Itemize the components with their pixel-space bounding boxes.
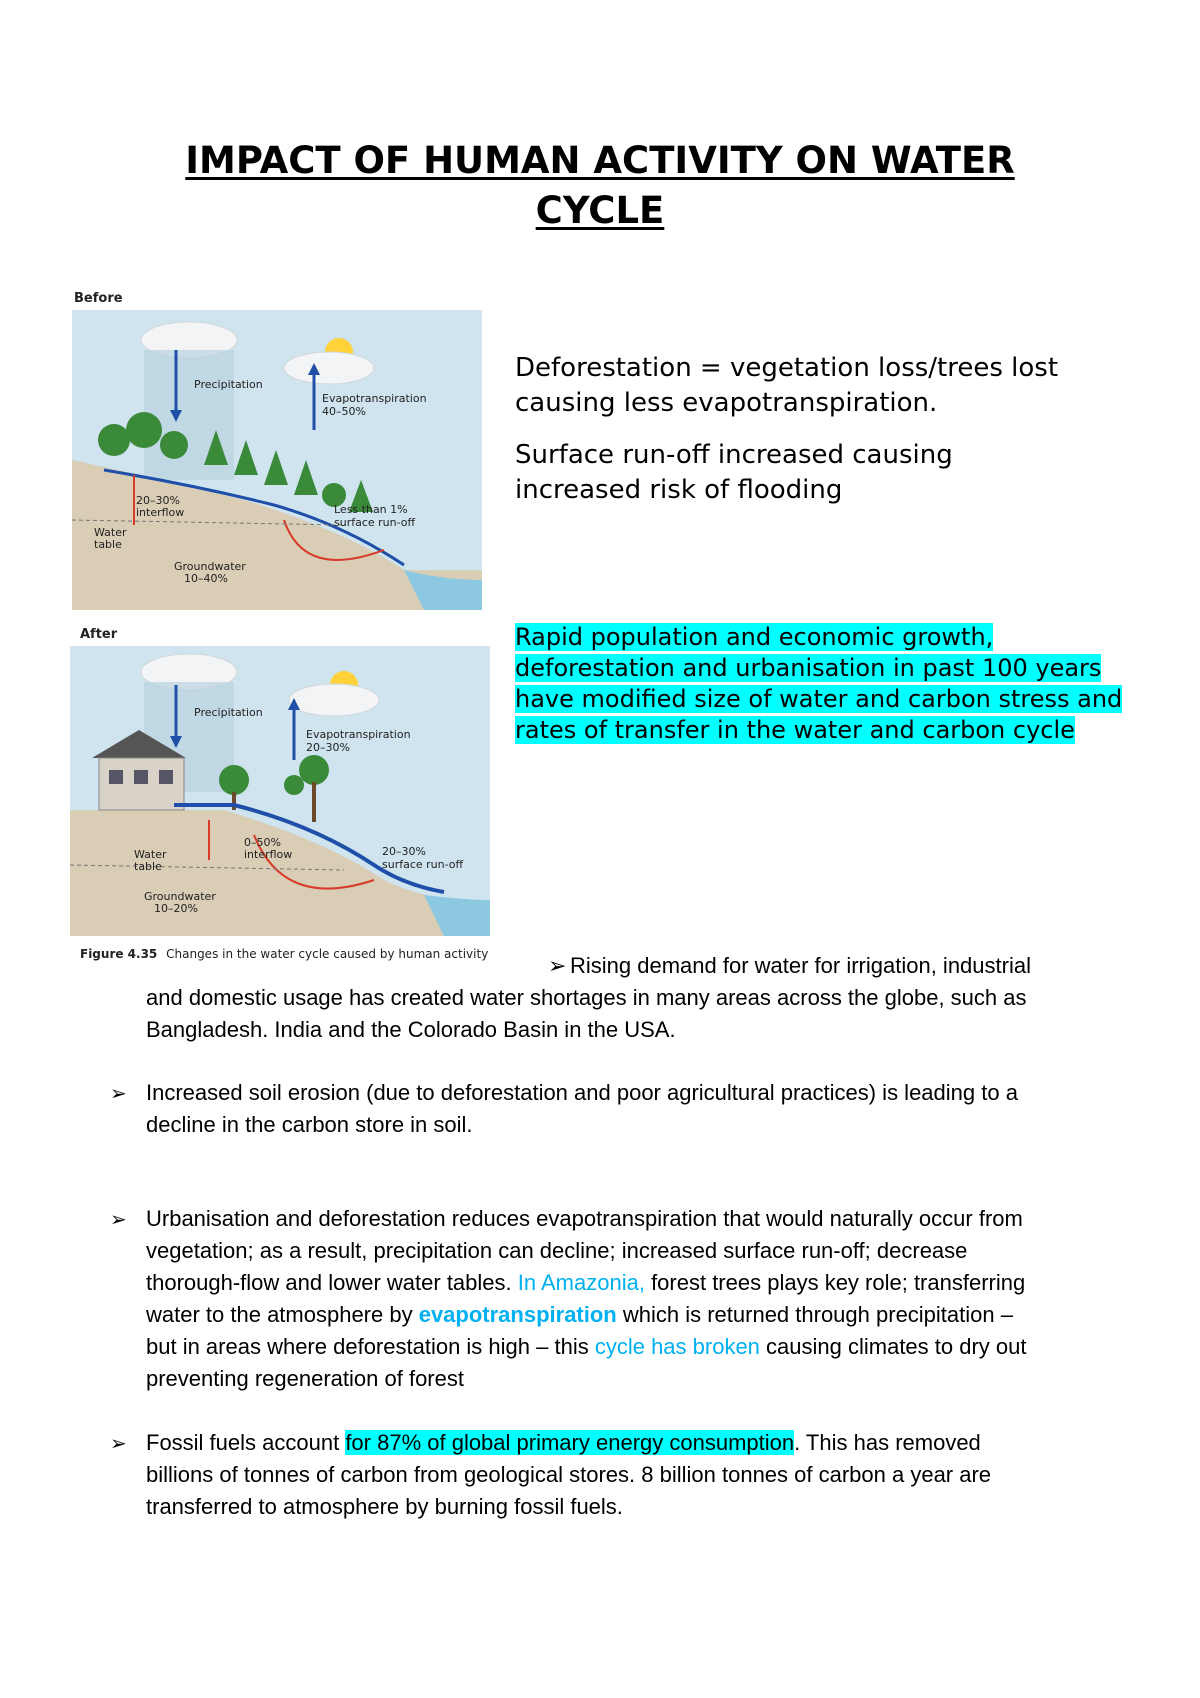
after-interflow-label: interflow bbox=[244, 848, 293, 861]
bullet3-line-4-text: water to the atmosphere by bbox=[146, 1302, 419, 1327]
after-evap-label: Evapotranspiration bbox=[306, 728, 411, 741]
before-evap-pct: 40–50% bbox=[322, 405, 366, 418]
highlighted-paragraph bbox=[515, 622, 1135, 746]
bullet4-line-1-text: Fossil fuels account bbox=[146, 1430, 346, 1455]
before-interflow-pct: 20–30% bbox=[136, 494, 180, 507]
before-groundwater-label: Groundwater bbox=[174, 560, 246, 573]
page-title bbox=[100, 136, 1100, 236]
figure-caption-text: Changes in the water cycle caused by human activity bbox=[166, 947, 489, 961]
bullet3-line-6: preventing regeneration of forest bbox=[146, 1366, 464, 1391]
runoff-line-2: increased risk of flooding bbox=[515, 475, 843, 505]
after-sun-cloud bbox=[289, 684, 379, 716]
bullet-arrow-icon: ➢ bbox=[110, 1081, 127, 1105]
before-water-label: Water bbox=[94, 526, 127, 539]
bullet3-line-4 bbox=[146, 1299, 1130, 1331]
bullet3-line-3-rest: forest trees plays key role; transferring bbox=[644, 1270, 1026, 1295]
figure-caption-number: Figure 4.35 bbox=[80, 947, 158, 961]
after-interflow-pct: 0–50% bbox=[244, 836, 281, 849]
bullet3-line-5-rest: causing climates to dry out bbox=[759, 1334, 1027, 1359]
highlight-line-1: Rapid population and economic growth, bbox=[515, 623, 994, 651]
after-runoff-pct: 20–30% bbox=[382, 845, 426, 858]
water-cycle-diagram bbox=[44, 280, 494, 980]
before-groundwater-pct: 10–40% bbox=[184, 572, 228, 585]
before-sun-cloud bbox=[284, 352, 374, 384]
bullet2-line-1: Increased soil erosion (due to deforestation and poor agricultural practices) is leading to a bbox=[146, 1080, 1018, 1105]
before-table-label: table bbox=[94, 538, 122, 551]
bullet-water-demand bbox=[130, 950, 1130, 1046]
bullet3-line-4-rest: which is returned through precipitation – bbox=[616, 1302, 1013, 1327]
highlight-line-4: rates of transfer in the water and carbon cycle bbox=[515, 716, 1075, 744]
bullet-fossil-fuels bbox=[110, 1427, 1130, 1523]
after-groundwater-label: Groundwater bbox=[144, 890, 216, 903]
deforestation-line-1: Deforestation = vegetation loss/trees lost bbox=[515, 353, 1059, 383]
bullet3-line-3 bbox=[146, 1267, 1130, 1299]
bullet4-line-3: transferred to atmosphere by burning fossil fuels. bbox=[146, 1494, 623, 1519]
deforestation-paragraph bbox=[515, 351, 1058, 421]
title-line-2: CYCLE bbox=[535, 189, 665, 232]
before-runoff-label: surface run-off bbox=[334, 516, 416, 529]
before-evap-label: Evapotranspiration bbox=[322, 392, 427, 405]
bullet-arrow-icon: ➢ bbox=[548, 953, 567, 978]
after-groundwater-pct: 10–20% bbox=[154, 902, 198, 915]
bullet2-line-2: decline in the carbon store in soil. bbox=[146, 1112, 473, 1137]
after-precip-label: Precipitation bbox=[194, 706, 263, 719]
deforestation-line-2: causing less evapotranspiration. bbox=[515, 388, 938, 418]
bullet3-line-2: vegetation; as a result, precipitation can decline; increased surface run-off; decrease bbox=[146, 1238, 968, 1263]
after-evap-pct: 20–30% bbox=[306, 741, 350, 754]
amazonia-text: In Amazonia, bbox=[517, 1270, 645, 1295]
bullet4-line-1 bbox=[146, 1427, 1130, 1459]
bullet1-line-2: and domestic usage has created water shortages in many areas across the globe, such as bbox=[146, 985, 1027, 1010]
bullet3-line-1: Urbanisation and deforestation reduces evapotranspiration that would naturally occur from bbox=[146, 1206, 1023, 1231]
bullet3-line-5-text: but in areas where deforestation is high – this bbox=[146, 1334, 595, 1359]
fossil-fuel-highlight: for 87% of global primary energy consumption bbox=[345, 1430, 795, 1455]
before-label: Before bbox=[74, 291, 123, 306]
before-runoff-pct: Less than 1% bbox=[334, 503, 408, 516]
runoff-paragraph bbox=[515, 438, 953, 508]
bullet1-line-1: Rising demand for water for irrigation, industrial bbox=[570, 953, 1031, 978]
highlight-line-3: have modified size of water and carbon stress and bbox=[515, 685, 1123, 713]
bullet4-line-1-rest: . This has removed bbox=[794, 1430, 981, 1455]
cycle-broken-text: cycle has broken bbox=[594, 1334, 760, 1359]
highlight-line-2: deforestation and urbanisation in past 100 years bbox=[515, 654, 1102, 682]
bullet3-line-5 bbox=[146, 1331, 1130, 1363]
bullet-soil-erosion bbox=[110, 1077, 1130, 1141]
title-line-1: IMPACT OF HUMAN ACTIVITY ON WATER bbox=[185, 139, 1015, 182]
bullet-arrow-icon: ➢ bbox=[110, 1207, 127, 1231]
bullet3-line-3-text: thorough-flow and lower water tables. bbox=[146, 1270, 518, 1295]
after-water-label: Water bbox=[134, 848, 167, 861]
bullet1-line-3: Bangladesh. India and the Colorado Basin in the USA. bbox=[146, 1017, 676, 1042]
after-label: After bbox=[80, 627, 118, 642]
bullet4-line-2: billions of tonnes of carbon from geological stores. 8 billion tonnes of carbon a year are bbox=[146, 1462, 992, 1487]
water-cycle-figure bbox=[44, 280, 494, 980]
after-table-label: table bbox=[134, 860, 162, 873]
runoff-line-1: Surface run-off increased causing bbox=[515, 440, 953, 470]
bullet-urbanisation bbox=[110, 1203, 1130, 1395]
before-precip-label: Precipitation bbox=[194, 378, 263, 391]
after-runoff-label: surface run-off bbox=[382, 858, 464, 871]
bullet-arrow-icon: ➢ bbox=[110, 1431, 127, 1455]
before-interflow-label: interflow bbox=[136, 506, 185, 519]
evapotranspiration-keyword: evapotranspiration bbox=[418, 1302, 617, 1327]
